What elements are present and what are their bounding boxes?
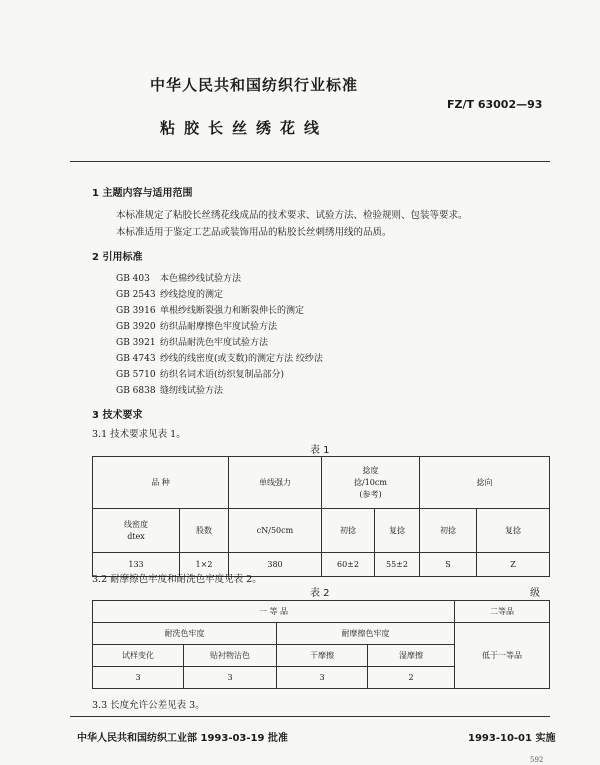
ref-code: GB 6838 <box>116 386 156 396</box>
ref-title: 纱线捻度的测定 <box>160 290 224 300</box>
table1 <box>92 456 550 577</box>
footer-rule <box>70 716 550 717</box>
cell-first-dir: S <box>420 553 477 577</box>
ref-item <box>116 367 284 380</box>
ref-title: 纺织品耐洗色牢度试验方法 <box>160 338 269 348</box>
doc-title: 粘胶长丝绣花线 <box>160 119 329 137</box>
standard-code: FZ/T 63002—93 <box>447 98 543 111</box>
table1-caption: 表 1 <box>310 445 330 456</box>
page-number: 592 <box>530 756 544 764</box>
twist-label: 捻度 <box>362 465 379 475</box>
table2-caption: 表 2 <box>310 588 330 599</box>
ref-title: 纺织品耐摩擦色牢度试验方法 <box>160 322 278 332</box>
table1-ply-header: 股数 <box>180 509 229 553</box>
ref-item <box>116 335 268 348</box>
ref-code: GB 4743 <box>116 354 156 364</box>
table2-second-grade-header: 二等品 <box>455 601 550 623</box>
section3-2: 3.2 耐摩擦色牢度和耐洗色牢度见表 2。 <box>92 574 262 585</box>
section3-heading: 3 技术要求 <box>92 410 143 421</box>
ref-item <box>116 287 223 300</box>
table1-ply-twist: 复捻 <box>375 509 420 553</box>
density-label: 线密度 <box>124 519 148 529</box>
ref-item <box>116 271 241 284</box>
table2-color-change: 试样变化 <box>93 645 184 667</box>
table1-strength-header: 单线强力 <box>229 457 322 509</box>
org-title: 中华人民共和国纺织行业标准 <box>150 76 359 94</box>
density-unit: dtex <box>127 531 145 541</box>
ref-code: GB 3916 <box>116 306 156 316</box>
cell-ply-twist: 55±2 <box>375 553 420 577</box>
ref-title: 纺织名词术语(纺织复制品部分) <box>160 370 285 380</box>
cell-first-twist: 60±2 <box>322 553 375 577</box>
ref-code: GB 5710 <box>116 370 156 380</box>
table2-second-grade-value: 低于一等品 <box>455 623 550 689</box>
ref-code: GB 403 <box>116 274 150 284</box>
header-rule <box>70 161 550 162</box>
table1-first-twist: 初捻 <box>322 509 375 553</box>
footer-issued: 中华人民共和国纺织工业部 1993-03-19 批准 <box>77 733 288 744</box>
section1-para2: 本标准适用于鉴定工艺品或装饰用品的粘胶长丝刺绣用线的品质。 <box>116 227 392 238</box>
table2-rub-header: 耐摩擦色牢度 <box>277 623 455 645</box>
twist-unit: 捻/10cm <box>354 477 387 487</box>
section1-para1: 本标准规定了粘胶长丝绣花线成品的技术要求、试验方法、检验规则、包装等要求。 <box>116 210 468 221</box>
ref-title: 缝纫线试验方法 <box>160 386 224 396</box>
ref-title: 纱线的线密度(或支数)的测定方法 绞纱法 <box>160 354 323 364</box>
section2-heading: 2 引用标准 <box>92 252 143 263</box>
cell-ply: 1×2 <box>180 553 229 577</box>
ref-item <box>116 383 223 396</box>
ref-item <box>116 351 323 364</box>
cell-density: 133 <box>93 553 180 577</box>
table1-density-header <box>93 509 180 553</box>
table2-wash-header: 耐洗色牢度 <box>93 623 277 645</box>
table1-first-dir: 初捻 <box>420 509 477 553</box>
cell-staining: 3 <box>184 667 277 689</box>
table1-strength-unit: cN/50cm <box>229 509 322 553</box>
table1-twist-header <box>322 457 420 509</box>
table2-staining: 贴衬物沾色 <box>184 645 277 667</box>
table1-direction-header: 捻向 <box>420 457 550 509</box>
ref-item <box>116 319 277 332</box>
cell-strength: 380 <box>229 553 322 577</box>
cell-wet-rub: 2 <box>368 667 455 689</box>
ref-title: 本色棉纱线试验方法 <box>160 274 242 284</box>
cell-ply-dir: Z <box>477 553 550 577</box>
table2 <box>92 600 550 689</box>
section3-1: 3.1 技术要求见表 1。 <box>92 429 186 440</box>
section3-3: 3.3 长度允许公差见表 3。 <box>92 700 205 711</box>
table2-first-grade-header: 一 等 品 <box>93 601 455 623</box>
section1-heading: 1 主题内容与适用范围 <box>92 188 193 199</box>
ref-item <box>116 303 304 316</box>
table1-ply-dir: 复捻 <box>477 509 550 553</box>
ref-title: 单根纱线断裂强力和断裂伸长的测定 <box>160 306 305 316</box>
table1-variety-header: 品 种 <box>93 457 229 509</box>
ref-code: GB 3921 <box>116 338 156 348</box>
table2-dry-rub: 干摩擦 <box>277 645 368 667</box>
cell-color-change: 3 <box>93 667 184 689</box>
ref-code: GB 3920 <box>116 322 156 332</box>
twist-ref: (参考) <box>359 489 382 499</box>
table2-wet-rub: 湿摩擦 <box>368 645 455 667</box>
table2-grade-label: 级 <box>530 588 540 599</box>
cell-dry-rub: 3 <box>277 667 368 689</box>
footer-effective: 1993-10-01 实施 <box>468 733 556 744</box>
ref-code: GB 2543 <box>116 290 156 300</box>
